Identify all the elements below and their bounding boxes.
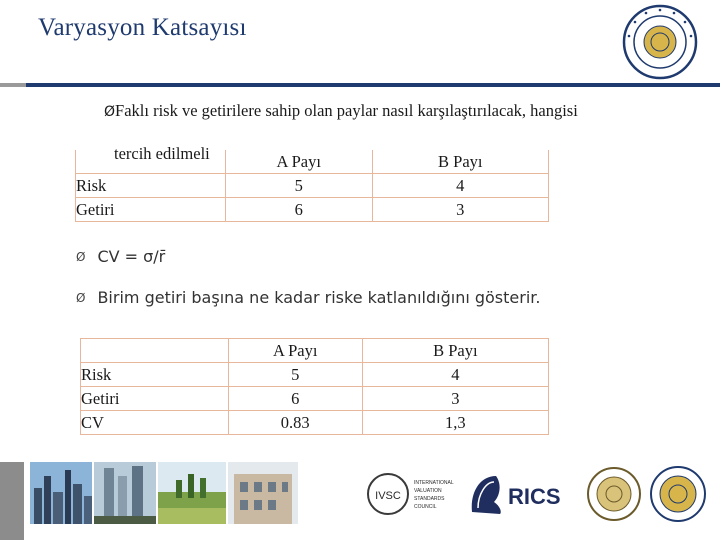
title-divider: [0, 83, 720, 87]
ivsc-line-3: STANDARDS: [414, 496, 445, 502]
ivsc-line-1: INTERNATIONAL: [414, 480, 454, 486]
table-header-empty: [81, 339, 229, 363]
cell-a: 5: [225, 174, 372, 198]
cell-a: 5: [228, 363, 362, 387]
risk-return-table: [75, 150, 549, 222]
intro-line-2: tercih edilmeli: [114, 144, 210, 163]
ivsc-logo: [366, 462, 462, 524]
cv-formula-bullet: [76, 247, 165, 266]
table-header-b: B Payı: [372, 150, 548, 174]
cell-b: 3: [362, 387, 548, 411]
cell-a: 6: [225, 198, 372, 222]
cell-a: 6: [228, 387, 362, 411]
table-header-a: A Payı: [225, 150, 372, 174]
table-row: [81, 363, 549, 387]
arrow-bullet-icon: Ø: [104, 104, 116, 120]
university-seal-logo: [622, 4, 698, 80]
row-label: Getiri: [76, 198, 226, 222]
cv-formula: CV = σ/r̄: [97, 247, 166, 266]
footer-accent-bar: [0, 462, 24, 540]
table-row: [76, 174, 549, 198]
title-divider-accent: [0, 83, 26, 87]
cv-table: [80, 338, 549, 435]
cell-b: 4: [362, 363, 548, 387]
towers-photo: [94, 462, 156, 524]
ivsc-line-4: COUNCIL: [414, 504, 437, 510]
page-title: Varyasyon Katsayısı: [38, 14, 247, 41]
table-header-a: A Payı: [228, 339, 362, 363]
row-label: Risk: [81, 363, 229, 387]
ivsc-line-2: VALUATION: [414, 488, 442, 494]
intro-line-1: Faklı risk ve getirilere sahip olan paylar nasıl karşılaştırılacak, hangisi: [115, 101, 578, 120]
row-label: CV: [81, 411, 229, 435]
cv-description-bullet: [76, 288, 540, 307]
table-row: [81, 387, 549, 411]
rics-logo-text: RICS: [508, 484, 561, 509]
countryside-photo: [158, 462, 226, 524]
cell-b: 4: [372, 174, 548, 198]
table-row: [76, 198, 549, 222]
building-photo: [228, 462, 298, 524]
cell-b: 1,3: [362, 411, 548, 435]
cv-description: Birim getiri başına ne kadar riske katlanıldığını gösterir.: [97, 288, 541, 307]
ivsc-logo-text: IVSC: [375, 490, 401, 502]
table-header-b: B Payı: [362, 339, 548, 363]
partner-seal-logo: [586, 462, 642, 522]
cell-b: 3: [372, 198, 548, 222]
rics-logo: [466, 462, 578, 524]
city-skyline-photo: [30, 462, 92, 524]
table-header-empty: [76, 150, 226, 174]
arrow-bullet-icon: Ø: [76, 250, 86, 264]
table-row: [81, 411, 549, 435]
university-seal-logo-footer: [648, 462, 708, 524]
row-label: Getiri: [81, 387, 229, 411]
cell-a: 0.83: [228, 411, 362, 435]
row-label: Risk: [76, 174, 226, 198]
arrow-bullet-icon: Ø: [76, 291, 86, 305]
